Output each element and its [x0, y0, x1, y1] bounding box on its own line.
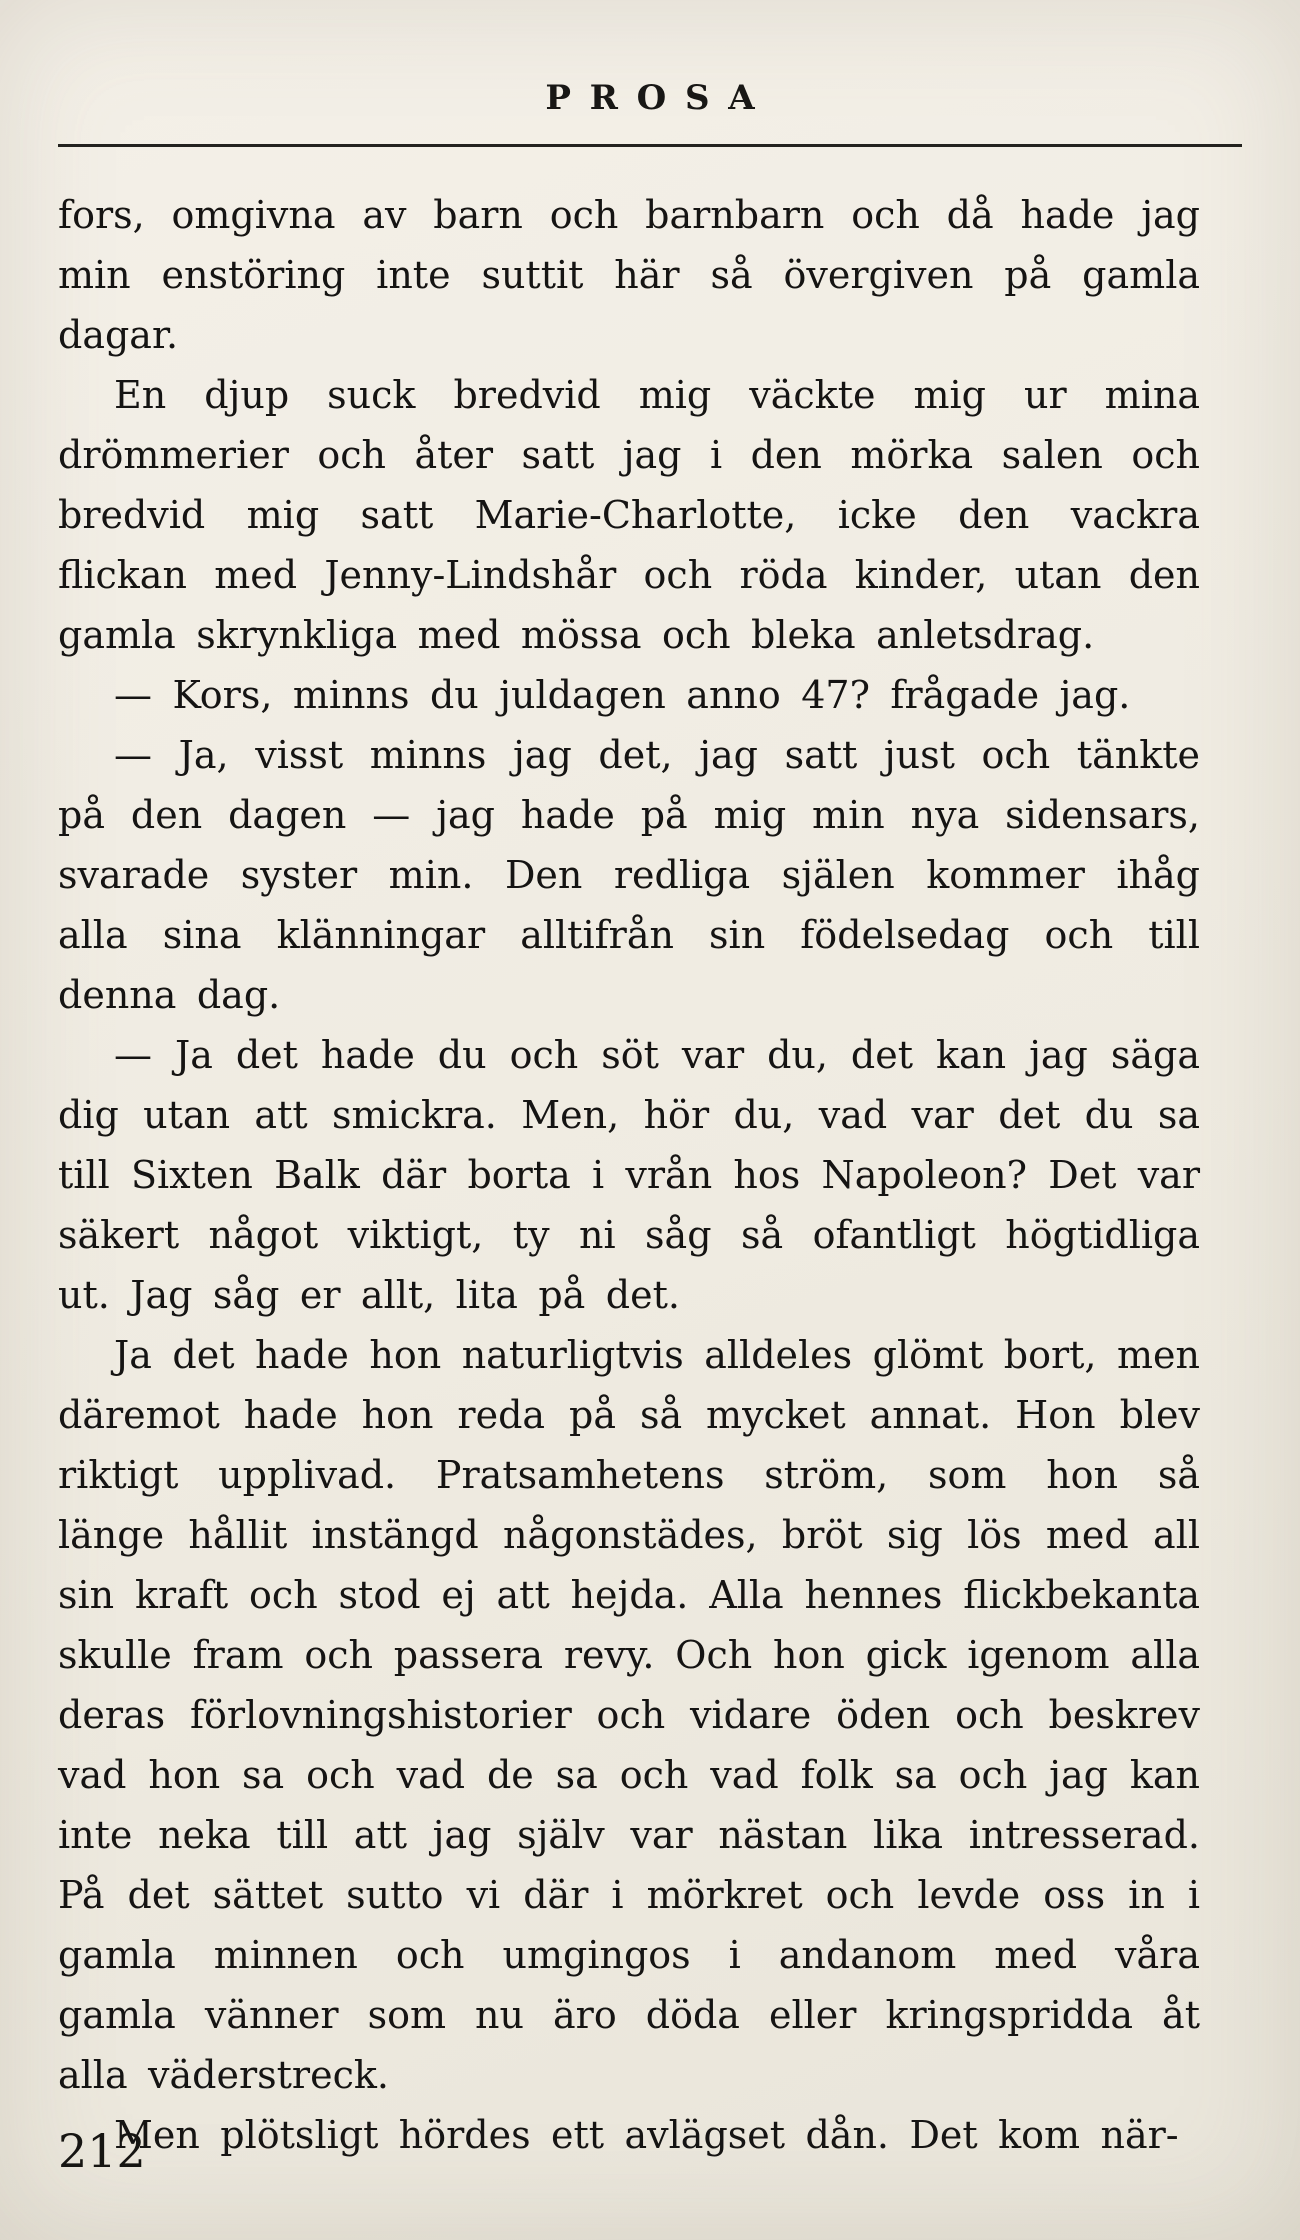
paragraph-dialogue: — Ja det hade du och söt var du, det kan jag säga dig utan att smickra. Men, hör du, vad var det du sa till Sixten Balk där borta i vrån hos Napoleon? Det var säkert något viktigt, ty ni såg så ofantligt högtidliga ut. Jag såg er allt, lita på det. — [58, 1033, 1200, 1317]
paragraph: Men plötsligt hördes ett avlägset dån. Det kom när- — [114, 2113, 1179, 2157]
body-text — [58, 185, 1242, 2165]
header-rule — [58, 144, 1242, 147]
paragraph-dialogue: — Ja, visst minns jag det, jag satt just och tänkte på den dagen — jag hade på mig min nya sidensars, svarade syster min. Den redliga själen kommer ihåg alla sina klänningar alltifrån sin födelsedag och till denna dag. — [58, 733, 1200, 1017]
paragraph: fors, omgivna av barn och barnbarn och då hade jag min enstöring inte suttit här så övergiven på gamla dagar. — [58, 193, 1200, 357]
paragraph: Ja det hade hon naturligtvis alldeles glömt bort, men däremot hade hon reda på så mycket annat. Hon blev riktigt upplivad. Pratsamhetens ström, som hon så länge hållit instängd någonstädes, bröt sig lös med all sin kraft och stod ej att hejda. Alla hennes flickbekanta skulle fram och passera revy. Och hon gick igenom alla deras förlovningshistorier och vidare öden och beskrev vad hon sa och vad de sa och vad folk sa och jag kan inte neka till att jag själv var nästan lika intresserad. På det sättet sutto vi där i mörkret och levde oss in i gamla minnen och umgingos i andanom med våra gamla vänner som nu äro döda eller kringspridda åt alla väderstreck. — [58, 1333, 1200, 2097]
paragraph-dialogue: — Kors, minns du juldagen anno 47? frågade jag. — [114, 673, 1131, 717]
page-number: 212 — [58, 2124, 146, 2178]
running-header: PROSA — [545, 78, 774, 118]
paragraph: En djup suck bredvid mig väckte mig ur mina drömmerier och åter satt jag i den mörka salen och bredvid mig satt Marie-Charlotte, icke den vackra flickan med Jenny-Lindshår och röda kinder, utan den gamla skrynkliga med mössa och bleka anletsdrag. — [58, 373, 1200, 657]
